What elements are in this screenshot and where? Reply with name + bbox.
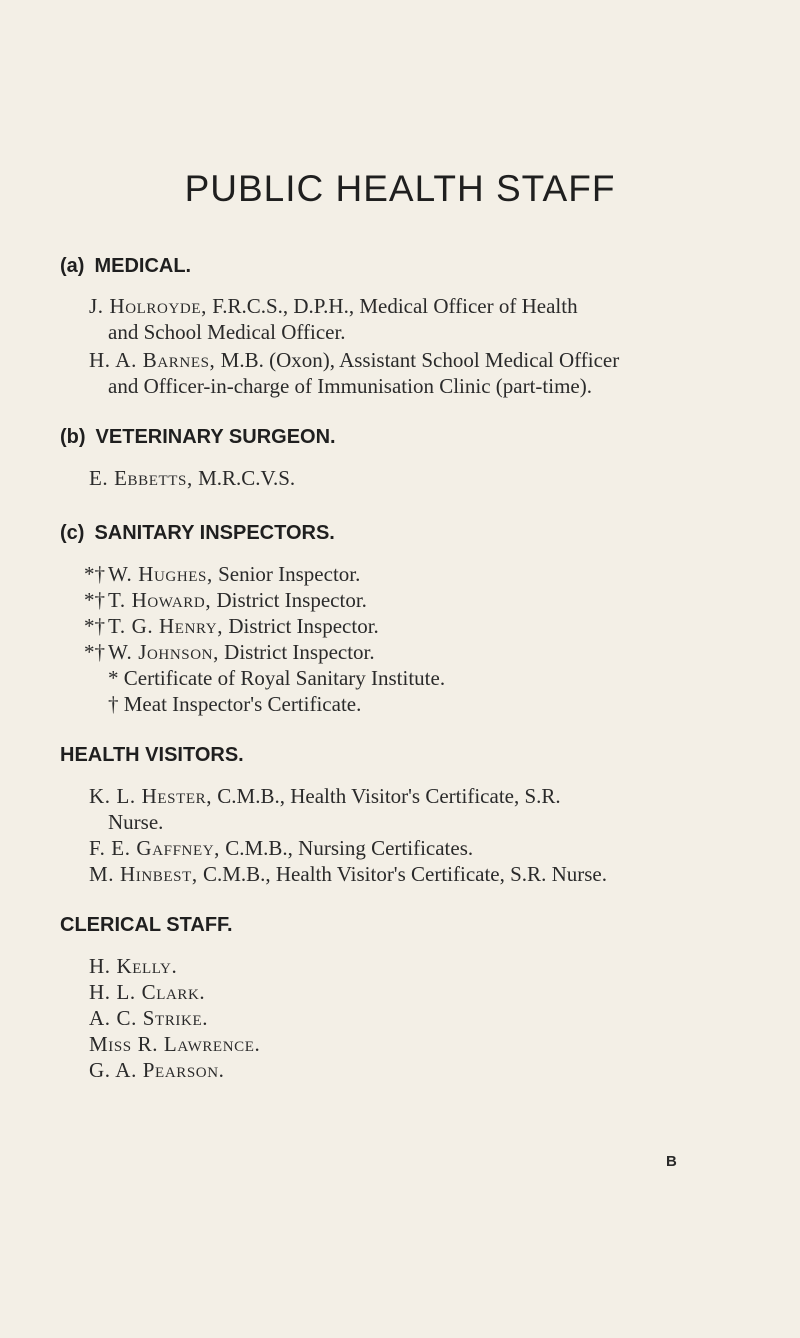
staff-name: K. L. Hester,	[89, 784, 213, 808]
staff-name: E. Ebbetts,	[89, 466, 193, 490]
staff-details: F.R.C.S., D.P.H., Medical Officer of Health	[212, 294, 578, 318]
staff-details: C.M.B., Nursing Certificates.	[225, 836, 474, 860]
staff-entry	[89, 348, 619, 372]
staff-entry	[84, 614, 379, 638]
page-title: PUBLIC HEALTH STAFF	[184, 168, 616, 209]
section-heading-sanitary	[60, 522, 335, 545]
certificate-mark: *†	[84, 614, 105, 638]
section-heading-clerical	[60, 914, 233, 937]
staff-details: District Inspector.	[224, 640, 375, 664]
page-signature-letter: B	[666, 1153, 677, 1170]
staff-entry	[84, 640, 375, 664]
staff-name: T. G. Henry,	[108, 614, 224, 638]
staff-details: C.M.B., Health Visitor's Certificate, S.R.	[217, 784, 561, 808]
staff-entry	[89, 784, 561, 808]
staff-entry	[89, 294, 578, 318]
staff-entry: H. Kelly.	[89, 954, 178, 978]
section-letter: (a)	[60, 255, 85, 277]
footnote: * Certificate of Royal Sanitary Institute.	[108, 666, 446, 690]
staff-entry	[89, 862, 607, 886]
section-heading-veterinary	[60, 426, 336, 449]
staff-entry-continuation: Nurse.	[108, 810, 164, 834]
staff-name: J. Holroyde,	[89, 294, 207, 318]
staff-entry: G. A. Pearson.	[89, 1058, 225, 1082]
staff-entry	[84, 562, 360, 586]
staff-entry	[89, 466, 295, 490]
staff-name: H. A. Barnes,	[89, 348, 216, 372]
certificate-mark: *†	[84, 588, 105, 612]
staff-details: M.B. (Oxon), Assistant School Medical Officer	[220, 348, 620, 372]
section-heading-medical	[60, 255, 191, 278]
staff-entry-continuation: and Officer-in-charge of Immunisation Clinic (part-time).	[108, 374, 592, 398]
section-letter: (c)	[60, 522, 85, 544]
certificate-mark: *†	[84, 562, 105, 586]
footnote: † Meat Inspector's Certificate.	[108, 692, 362, 716]
staff-entry	[89, 836, 473, 860]
staff-entry: Miss R. Lawrence.	[89, 1032, 261, 1056]
staff-name: F. E. Gaffney,	[89, 836, 220, 860]
section-heading-health-visitors	[60, 744, 244, 767]
staff-entry: H. L. Clark.	[89, 980, 206, 1004]
section-title: HEALTH VISITORS.	[60, 744, 244, 766]
staff-details: M.R.C.V.S.	[198, 466, 296, 490]
section-title: CLERICAL STAFF.	[60, 914, 233, 936]
staff-details: District Inspector.	[228, 614, 379, 638]
staff-name: W. Hughes,	[108, 562, 213, 586]
staff-entry-continuation: and School Medical Officer.	[108, 320, 346, 344]
staff-name: M. Hinbest,	[89, 862, 198, 886]
staff-name: W. Johnson,	[108, 640, 219, 664]
section-letter: (b)	[60, 426, 86, 448]
section-title: SANITARY INSPECTORS.	[94, 522, 335, 544]
staff-entry: A. C. Strike.	[89, 1006, 209, 1030]
section-title: MEDICAL.	[94, 255, 192, 277]
certificate-mark: *†	[84, 640, 105, 664]
staff-entry	[84, 588, 367, 612]
staff-details: District Inspector.	[216, 588, 367, 612]
staff-details: Senior Inspector.	[218, 562, 361, 586]
section-title: VETERINARY SURGEON.	[95, 426, 336, 448]
staff-details: C.M.B., Health Visitor's Certificate, S.R. Nurse.	[202, 862, 607, 886]
staff-name: T. Howard,	[108, 588, 212, 612]
